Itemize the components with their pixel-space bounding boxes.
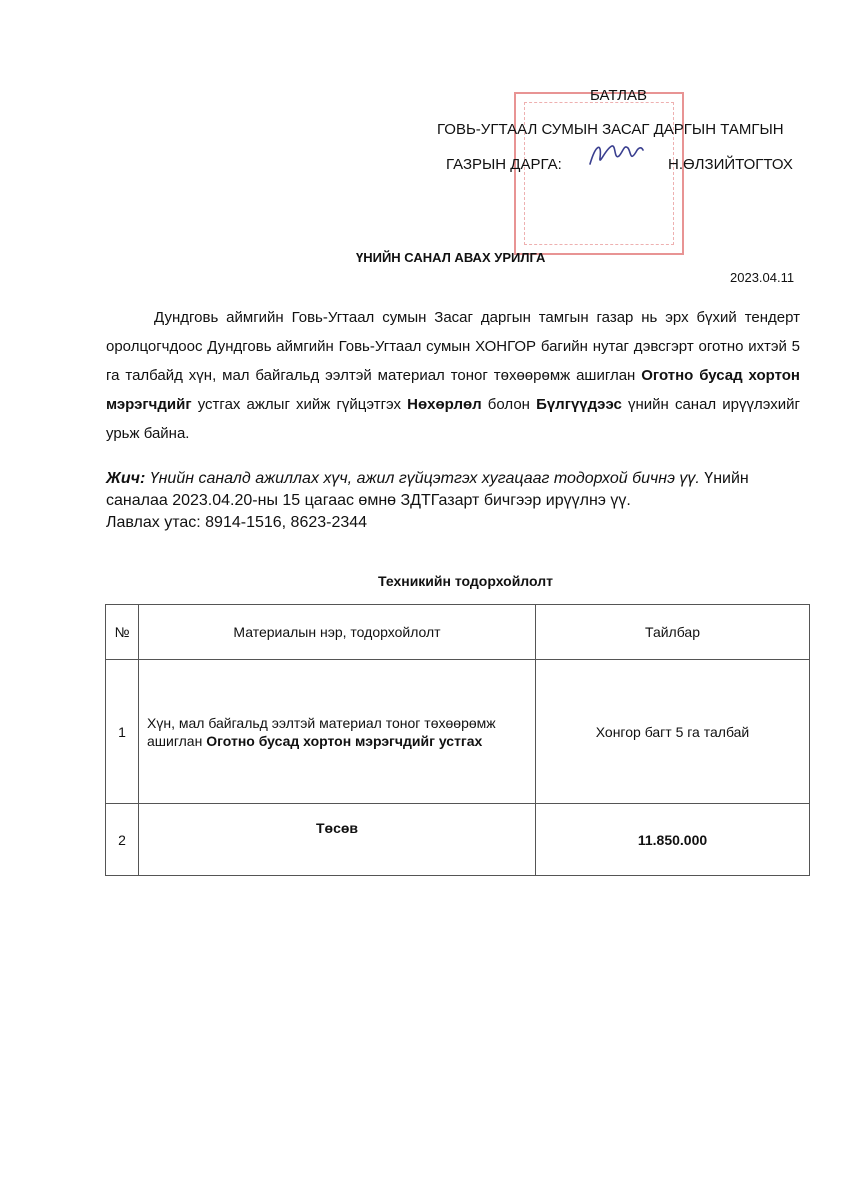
table-row (106, 804, 810, 876)
official-stamp (514, 92, 684, 255)
tech-spec-title: Техникийн тодорхойлолт (378, 573, 553, 589)
body-bold-text: Нөхөрлөл (407, 396, 482, 413)
note-text: Үнийн саналаа 2023.04.20-ны 15 цагаас өмнө ЗДТГазарт бичгээр ирүүлнэ үү. (106, 470, 749, 509)
document-title: ҮНИЙН САНАЛ АВАХ УРИЛГА (356, 250, 546, 265)
note-paragraph (106, 468, 806, 512)
document-date: 2023.04.11 (730, 270, 795, 285)
row-remark: Хонгор багт 5 га талбай (536, 660, 810, 804)
chief-label: ГАЗРЫН ДАРГА: (446, 156, 562, 173)
row-number: 1 (106, 660, 139, 804)
contact-phone: Лавлах утас: 8914-1516, 8623-2344 (106, 514, 368, 531)
budget-label: Төсөв (139, 804, 536, 876)
table-header-row (106, 605, 810, 660)
row-description (139, 660, 536, 804)
chief-name: Н.ӨЛЗИЙТОГТОХ (668, 156, 793, 173)
header-material: Материалын нэр, тодорхойлолт (139, 605, 536, 660)
budget-amount: 11.850.000 (536, 804, 810, 876)
body-text: Дундговь аймгийн Говь-Угтаал сумын Засаг даргын тамгын газар нь эрх бүхий тендерт оролцогчдоос Дундговь аймгийн Говь-Угтаал сумын ХОНГОР багийн нутаг дэвсгэрт оготно ихтэй 5 га талбайд хүн, мал байгальд ээлтэй материал тоног төхөөрөмж ашиглан (106, 309, 800, 384)
body-bold-text: Бүлгүүдээс (536, 396, 622, 413)
organization-name: ГОВЬ-УГТААЛ СУМЫН ЗАСАГ ДАРГЫН ТАМГЫН (437, 121, 784, 138)
note-italic-text: Үнийн саналд ажиллах хүч, ажил гүйцэтгэх хугацааг тодорхой бичнэ үү. (145, 470, 700, 487)
table-row (106, 660, 810, 804)
approve-heading: БАТЛАВ (590, 87, 648, 104)
body-bold-text: Оготно бусад хортон мэрэгчдийг (106, 367, 800, 413)
signature-icon (586, 138, 646, 172)
note-label: Жич: (106, 470, 146, 487)
description-text: Хүн, мал байгальд ээлтэй материал тоног төхөөрөмж ашиглан (147, 714, 496, 749)
body-text: устгах ажлыг хийж гүйцэтгэх (191, 396, 408, 413)
invitation-paragraph (106, 303, 800, 448)
body-text: үнийн санал ирүүлэхийг урьж байна. (106, 396, 800, 442)
body-text: болон (481, 396, 537, 413)
description-bold-text: Оготно бусад хортон мэрэгчдийг устгах (206, 732, 483, 749)
header-remark: Тайлбар (536, 605, 810, 660)
row-number: 2 (106, 804, 139, 876)
header-number: № (106, 605, 139, 660)
tech-spec-table (105, 604, 810, 876)
